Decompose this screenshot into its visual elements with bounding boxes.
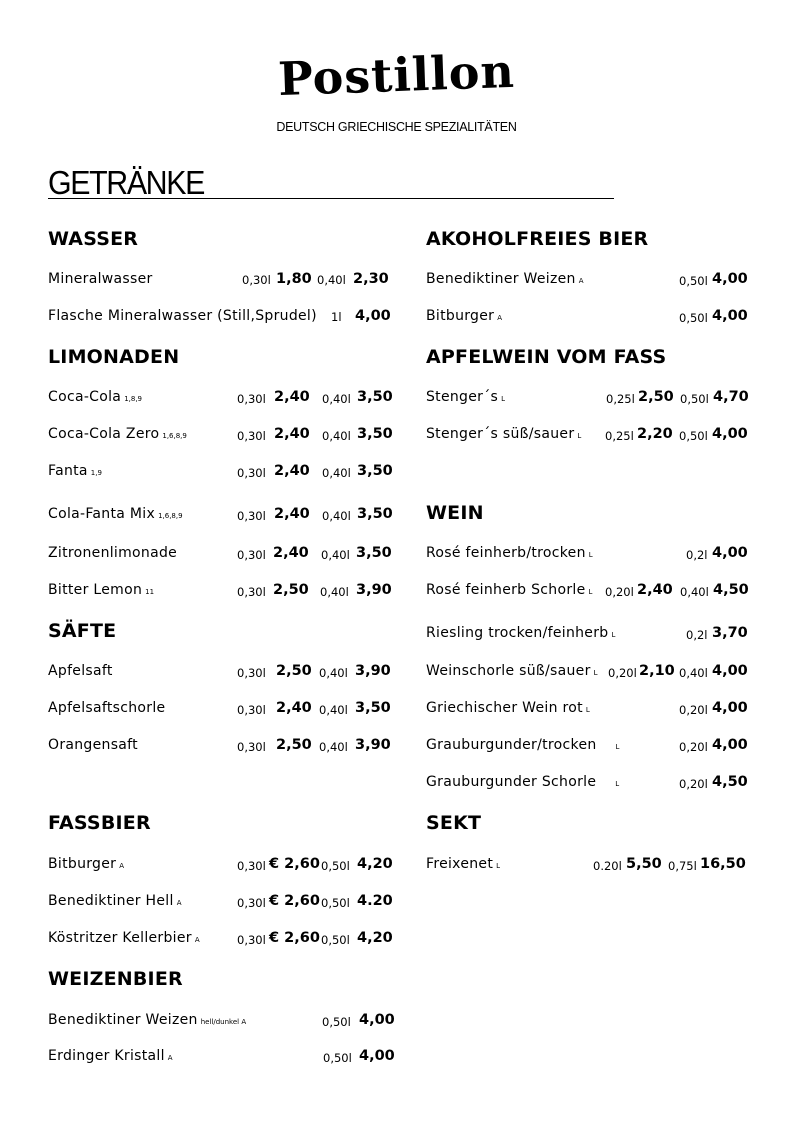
menu-item-name: Freixenet L [426,856,501,872]
menu-item-name: Flasche Mineralwasser (Still,Sprudel) [48,308,317,324]
item-price: 2,50 [638,389,674,405]
menu-item-name: Riesling trocken/feinherb L [426,625,616,641]
menu-item-name: Mineralwasser [48,271,153,287]
menu-item-name: Bitburger A [48,856,125,872]
item-price: 2,40 [274,463,310,479]
item-price: 4,00 [359,1048,395,1064]
additive-note: L [577,432,582,440]
item-size: 0,50l [679,274,708,288]
item-size: 0,40l [322,509,351,523]
item-price: 3,90 [355,663,391,679]
additive-note: L [588,588,593,596]
item-price: 3,90 [355,737,391,753]
section-title-wein: WEIN [426,502,484,524]
menu-item-name: Fanta 1,9 [48,463,102,479]
item-price: 3,50 [357,426,393,442]
menu-item-name: Stenger´s L [426,389,506,405]
item-price: 4,00 [712,700,748,716]
item-size: 0,2l [686,628,708,642]
item-price: 2,40 [274,389,310,405]
item-price: 4,00 [712,737,748,753]
menu-item-name: Coca-Cola 1,8,9 [48,389,142,405]
item-size: 0,50l [679,311,708,325]
item-size: 0,25l [606,392,635,406]
item-price: 4,00 [712,308,748,324]
menu-item-name: Apfelsaftschorle [48,700,166,716]
item-price: 2,50 [273,582,309,598]
additive-note: 1,6,8,9 [158,512,183,520]
item-price: 4,00 [712,663,748,679]
item-price: 16,50 [700,856,746,872]
item-size: 0,50l [321,933,350,947]
item-price: 4,20 [357,856,393,872]
additive-note: L [588,551,593,559]
additive-note: A [497,314,503,322]
item-size: 0,30l [237,740,266,754]
item-size: 0,20l [605,585,634,599]
item-price: 4,00 [359,1012,395,1028]
item-size: 0,30l [237,703,266,717]
section-title-limonaden: LIMONADEN [48,346,180,368]
menu-item-name: Benediktiner Weizen hell/dunkel A [48,1012,247,1028]
menu-item-name: Köstritzer Kellerbier A [48,930,200,946]
section-title-weizenbier: WEIZENBIER [48,968,183,990]
item-size: 0,40l [317,273,346,287]
additive-note: hell/dunkel A [200,1018,247,1026]
item-price: 4,50 [712,774,748,790]
item-price: 2,10 [639,663,675,679]
item-size: 0,75l [668,859,697,873]
item-price: 4,00 [712,426,748,442]
item-size: 0,50l [322,1015,351,1029]
item-price: € 2,60 [269,856,320,872]
item-price: 4,70 [713,389,749,405]
item-size: 0,50l [679,429,708,443]
item-price: € 2,60 [269,893,320,909]
item-size: 0,40l [680,585,709,599]
item-size: 0,20l [679,703,708,717]
item-size: 0.20l [593,859,622,873]
item-size: 0,50l [321,859,350,873]
menu-item-name: Orangensaft [48,737,138,753]
additive-note: A [176,899,182,907]
item-price: 2,40 [637,582,673,598]
item-size: 0,25l [605,429,634,443]
additive-note: A [167,1054,173,1062]
menu-item-name: Coca-Cola Zero 1,6,8,9 [48,426,187,442]
item-price: 2,30 [353,271,389,287]
item-size: 0,30l [237,585,266,599]
item-price: 3,50 [357,389,393,405]
additive-note: L [501,395,506,403]
title-divider [48,198,614,199]
item-size: 0,30l [237,859,266,873]
item-price: 3,50 [357,463,393,479]
item-price: 3,50 [357,506,393,522]
menu-item-name: Benediktiner Hell A [48,893,182,909]
item-price: 1,80 [276,271,312,287]
item-size: 0,40l [322,466,351,480]
item-price: € 2,60 [269,930,320,946]
menu-item-name: Bitter Lemon 11 [48,582,155,598]
menu-item-name: Zitronenlimonade [48,545,178,561]
menu-item-name: Grauburgunder Schorle L [426,774,620,790]
additive-note: L [611,631,616,639]
item-price: 3,50 [355,700,391,716]
item-size: 0,50l [323,1051,352,1065]
menu-item-name: Weinschorle süß/sauer L [426,663,598,679]
additive-note: 1,8,9 [124,395,142,403]
additive-note: 1,9 [90,469,102,477]
additive-note: A [578,277,584,285]
section-title-sekt: SEKT [426,812,482,834]
item-size: 0,40l [319,703,348,717]
item-size: 0,30l [237,392,266,406]
section-title-fassbier: FASSBIER [48,812,151,834]
menu-item-name: Erdinger Kristall A [48,1048,173,1064]
additive-note: L [496,862,501,870]
additive-note: A [119,862,125,870]
item-size: 0,40l [320,585,349,599]
item-price: 4,00 [712,545,748,561]
item-size: 0,30l [237,509,266,523]
item-size: 0,40l [322,429,351,443]
item-price: 3,90 [356,582,392,598]
item-size: 0,30l [237,466,266,480]
item-size: 0,30l [237,429,266,443]
item-size: 0,20l [679,777,708,791]
item-price: 2,40 [274,506,310,522]
item-price: 2,40 [273,545,309,561]
section-title-wasser: WASSER [48,228,139,250]
item-size: 0,2l [686,548,708,562]
menu-item-name: Cola-Fanta Mix 1,6,8,9 [48,506,183,522]
item-price: 4,50 [713,582,749,598]
item-size: 0,40l [321,548,350,562]
item-price: 2,20 [637,426,673,442]
additive-note: L [615,743,620,751]
item-size: 0,30l [237,896,266,910]
additive-note: L [585,706,590,714]
item-price: 2,50 [276,663,312,679]
menu-item-name: Rosé feinherb/trocken L [426,545,593,561]
brand-logo: Postillon [277,43,516,107]
item-size: 0,40l [319,740,348,754]
item-price: 4,20 [357,930,393,946]
item-size: 0,20l [608,666,637,680]
item-size: 0,20l [679,740,708,754]
section-title-alkoholfrei: AKOHOLFREIES BIER [426,228,649,250]
item-size: 0,30l [237,933,266,947]
additive-note: 1,6,8,9 [162,432,187,440]
additive-note: L [593,669,598,677]
brand-tagline: DEUTSCH GRIECHISCHE SPEZIALITÄTEN [276,120,517,134]
menu-item-name: Griechischer Wein rot L [426,700,590,716]
item-size: 0,40l [319,666,348,680]
menu-item-name: Benediktiner Weizen A [426,271,584,287]
item-size: 0,30l [237,548,266,562]
additive-note: L [615,780,620,788]
item-price: 2,40 [274,426,310,442]
item-price: 3,70 [712,625,748,641]
item-size: 0,40l [322,392,351,406]
menu-item-name: Apfelsaft [48,663,113,679]
additive-note: A [194,936,200,944]
item-price: 3,50 [356,545,392,561]
item-size: 0,40l [679,666,708,680]
additive-note: 11 [145,588,155,596]
item-price: 4.20 [357,893,393,909]
item-price: 2,40 [276,700,312,716]
section-title-saefte: SÄFTE [48,620,117,642]
menu-item-name: Stenger´s süß/sauer L [426,426,582,442]
item-size: 0,30l [237,666,266,680]
item-price: 4,00 [712,271,748,287]
item-price: 4,00 [355,308,391,324]
menu-item-name: Bitburger A [426,308,503,324]
item-size: 1l [331,310,342,324]
item-size: 0,50l [321,896,350,910]
item-price: 5,50 [626,856,662,872]
item-size: 0,30l [242,273,271,287]
menu-item-name: Rosé feinherb Schorle L [426,582,593,598]
item-price: 2,50 [276,737,312,753]
section-title-apfelwein: APFELWEIN VOM FASS [426,346,667,368]
menu-item-name: Grauburgunder/trocken L [426,737,620,753]
page-title: GETRÄNKE [48,164,204,201]
item-size: 0,50l [680,392,709,406]
